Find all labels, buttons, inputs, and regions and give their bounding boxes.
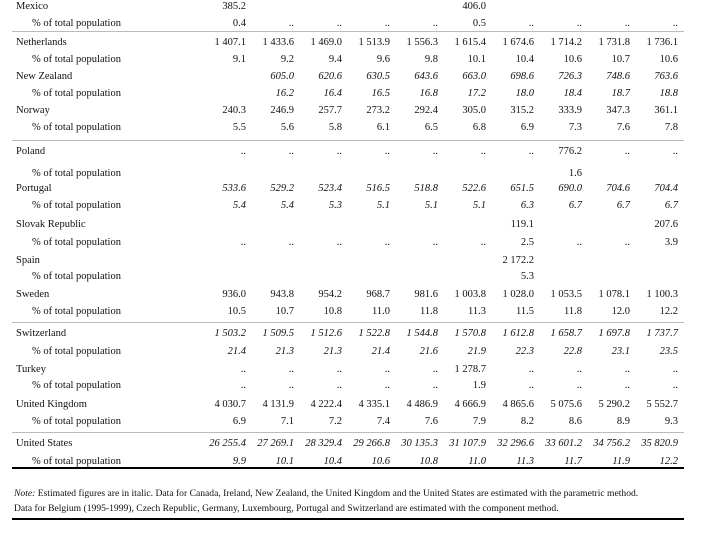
table-cell: 21.3 <box>323 346 342 357</box>
table-cell: .. <box>432 237 438 248</box>
table-cell: 28 329.4 <box>305 438 342 449</box>
table-cell: 21.4 <box>371 346 390 357</box>
table-cell: 1 469.0 <box>310 37 342 48</box>
table-cell: 954.2 <box>318 289 342 300</box>
table-cell: 523.4 <box>318 183 342 194</box>
table-cell: 943.8 <box>270 289 294 300</box>
table-cell: 7.9 <box>472 416 486 427</box>
table-cell: 4 030.7 <box>214 399 246 410</box>
table-cell: 22.3 <box>515 346 534 357</box>
table-cell: 35 820.9 <box>641 438 678 449</box>
table-cell: 776.2 <box>558 146 582 157</box>
table-cell: 981.6 <box>414 289 438 300</box>
table-cell: 9.8 <box>424 54 438 65</box>
table-cell: 5 290.2 <box>598 399 630 410</box>
table-cell: 10.8 <box>323 306 342 317</box>
table-cell: 6.7 <box>568 200 582 211</box>
table-cell: 5 552.7 <box>646 399 678 410</box>
table-cell: 16.4 <box>323 88 342 99</box>
table-cell: .. <box>240 380 246 391</box>
table-cell: 11.3 <box>516 456 534 467</box>
table-cell: 32 296.6 <box>497 438 534 449</box>
row-label-country: Turkey <box>16 364 46 375</box>
row-label-country: Portugal <box>16 183 52 194</box>
row-label-share: % of total population <box>32 306 121 317</box>
note-line-1: Estimated figures are in italic. Data for Canada, Ireland, New Zealand, the United Kingdom and the United States are estimated with the parametric method. <box>37 488 639 499</box>
table-cell: 10.4 <box>323 456 342 467</box>
table-cell: .. <box>624 18 630 29</box>
table-cell: 29 266.8 <box>353 438 390 449</box>
table-cell: 748.6 <box>606 71 630 82</box>
table-cell: 119.1 <box>510 219 534 230</box>
row-label-share: % of total population <box>32 54 121 65</box>
table-cell: 1 003.8 <box>454 289 486 300</box>
table-cell: 16.5 <box>371 88 390 99</box>
table-note-2 <box>14 501 682 516</box>
table-cell: 315.2 <box>510 105 534 116</box>
table-cell: 1 736.1 <box>646 37 678 48</box>
table-cell: 6.3 <box>520 200 534 211</box>
table-cell: 1 737.7 <box>646 328 678 339</box>
table-cell: .. <box>240 237 246 248</box>
table-cell: .. <box>672 380 678 391</box>
table-cell: 12.2 <box>659 456 678 467</box>
table-cell: 16.2 <box>275 88 294 99</box>
row-label-share: % of total population <box>32 88 121 99</box>
table-cell: 21.6 <box>419 346 438 357</box>
table-cell: 5.1 <box>376 200 390 211</box>
table-cell: 726.3 <box>558 71 582 82</box>
table-cell: 6.8 <box>472 122 486 133</box>
table-cell: 10.8 <box>419 456 438 467</box>
table-cell: .. <box>672 18 678 29</box>
row-label-country: Spain <box>16 255 40 266</box>
table-cell: 1 714.2 <box>550 37 582 48</box>
table-cell: 1.9 <box>472 380 486 391</box>
table-cell: .. <box>336 146 342 157</box>
table-cell: 1 433.6 <box>262 37 294 48</box>
table-cell: 10.7 <box>275 306 294 317</box>
table-cell: 18.7 <box>611 88 630 99</box>
table-cell: .. <box>624 364 630 375</box>
table-cell: .. <box>288 380 294 391</box>
table-cell: 10.7 <box>611 54 630 65</box>
table-cell: 10.4 <box>515 54 534 65</box>
table-cell: 1.6 <box>568 168 582 179</box>
table-cell: 763.6 <box>654 71 678 82</box>
table-cell: 207.6 <box>654 219 678 230</box>
table-cell: 292.4 <box>414 105 438 116</box>
table-cell: 698.6 <box>510 71 534 82</box>
table-cell: .. <box>528 380 534 391</box>
table-cell: 385.2 <box>222 1 246 12</box>
table-cell: .. <box>384 18 390 29</box>
table-cell: 5.1 <box>424 200 438 211</box>
table-cell: 1 513.9 <box>358 37 390 48</box>
table-cell: 6.7 <box>616 200 630 211</box>
row-label-share: % of total population <box>32 380 121 391</box>
table-cell: .. <box>624 237 630 248</box>
table-cell: 12.0 <box>611 306 630 317</box>
table-cell: 8.9 <box>616 416 630 427</box>
table-cell: 1 658.7 <box>550 328 582 339</box>
table-cell: .. <box>384 364 390 375</box>
table-cell: 11.0 <box>372 306 390 317</box>
table-cell: 5.4 <box>280 200 294 211</box>
table-cell: 21.3 <box>275 346 294 357</box>
table-cell: .. <box>288 146 294 157</box>
table-cell: .. <box>528 18 534 29</box>
table-cell: 4 131.9 <box>262 399 294 410</box>
table-cell: 4 865.6 <box>502 399 534 410</box>
table-cell: 522.6 <box>462 183 486 194</box>
table-cell: 1 078.1 <box>598 289 630 300</box>
table-cell: 11.8 <box>420 306 438 317</box>
table-cell: 2.5 <box>520 237 534 248</box>
table-cell: 936.0 <box>222 289 246 300</box>
table-cell: 22.8 <box>563 346 582 357</box>
table-cell: .. <box>480 146 486 157</box>
table-cell: .. <box>384 237 390 248</box>
table-cell: .. <box>336 237 342 248</box>
row-label-share: % of total population <box>32 18 121 29</box>
table-cell: 17.2 <box>467 88 486 99</box>
table-cell: 5.1 <box>472 200 486 211</box>
table-cell: 11.8 <box>564 306 582 317</box>
table-cell: 968.7 <box>366 289 390 300</box>
table-cell: 7.4 <box>376 416 390 427</box>
table-cell: 11.9 <box>612 456 630 467</box>
table-cell: 240.3 <box>222 105 246 116</box>
table-cell: 651.5 <box>510 183 534 194</box>
table-cell: .. <box>288 237 294 248</box>
table-cell: 7.6 <box>424 416 438 427</box>
table-cell: .. <box>576 364 582 375</box>
table-cell: 2 172.2 <box>502 255 534 266</box>
table-cell: 1 509.5 <box>262 328 294 339</box>
row-separator <box>12 322 684 323</box>
table-cell: 11.0 <box>468 456 486 467</box>
table-cell: 0.5 <box>472 18 486 29</box>
table-cell: .. <box>384 380 390 391</box>
table-cell: 6.5 <box>424 122 438 133</box>
row-label-share: % of total population <box>32 456 121 467</box>
table-cell: .. <box>624 146 630 157</box>
table-cell: 18.8 <box>659 88 678 99</box>
table-cell: 10.6 <box>659 54 678 65</box>
table-cell: 5.3 <box>328 200 342 211</box>
table-cell: 10.5 <box>227 306 246 317</box>
table-cell: .. <box>480 237 486 248</box>
table-cell: 643.6 <box>414 71 438 82</box>
table-cell: 6.9 <box>520 122 534 133</box>
table-cell: 16.8 <box>419 88 438 99</box>
table-cell: 0.4 <box>232 18 246 29</box>
row-label-country: Norway <box>16 105 50 116</box>
table-cell: 33 601.2 <box>545 438 582 449</box>
table-cell: 4 335.1 <box>358 399 390 410</box>
row-label-share: % of total population <box>32 416 121 427</box>
table-cell: 10.1 <box>275 456 294 467</box>
table-cell: 4 486.9 <box>406 399 438 410</box>
table-cell: 18.0 <box>515 88 534 99</box>
table-cell: .. <box>288 364 294 375</box>
table-cell: 12.2 <box>659 306 678 317</box>
table-cell: 5.4 <box>232 200 246 211</box>
table-cell: 7.6 <box>616 122 630 133</box>
table-cell: 4 666.9 <box>454 399 486 410</box>
table-cell: .. <box>528 146 534 157</box>
note-bottom-rule <box>12 518 684 520</box>
table-cell: 8.2 <box>520 416 534 427</box>
note-prefix: Note: <box>14 488 36 499</box>
table-cell: 21.9 <box>467 346 486 357</box>
table-cell: 620.6 <box>318 71 342 82</box>
table-cell: 1 278.7 <box>454 364 486 375</box>
table-cell: .. <box>576 18 582 29</box>
table-cell: .. <box>432 18 438 29</box>
row-separator <box>12 31 684 32</box>
table-cell: .. <box>240 364 246 375</box>
table-cell: 5.5 <box>232 122 246 133</box>
row-label-country: New Zealand <box>16 71 73 82</box>
table-cell: 3.9 <box>664 237 678 248</box>
table-cell: 1 053.5 <box>550 289 582 300</box>
table-cell: 333.9 <box>558 105 582 116</box>
row-label-share: % of total population <box>32 168 121 179</box>
note-line-2: Data for Belgium (1995-1999), Czech Republic, Germany, Luxembourg, Portugal and Switzerland are estimated with the component method. <box>14 503 559 514</box>
table-cell: 23.1 <box>611 346 630 357</box>
row-label-share: % of total population <box>32 271 121 282</box>
table-cell: 31 107.9 <box>449 438 486 449</box>
table-cell: .. <box>576 380 582 391</box>
table-cell: 305.0 <box>462 105 486 116</box>
row-label-share: % of total population <box>32 346 121 357</box>
table-cell: 11.7 <box>564 456 582 467</box>
table-cell: 1 570.8 <box>454 328 486 339</box>
row-label-country: United Kingdom <box>16 399 87 410</box>
table-cell: 518.8 <box>414 183 438 194</box>
row-label-country: United States <box>16 438 73 449</box>
table-cell: 10.6 <box>371 456 390 467</box>
table-cell: .. <box>336 380 342 391</box>
table-cell: 1 028.0 <box>502 289 534 300</box>
table-cell: 9.6 <box>376 54 390 65</box>
table-cell: 7.8 <box>664 122 678 133</box>
table-cell: 273.2 <box>366 105 390 116</box>
row-label-share: % of total population <box>32 122 121 133</box>
table-cell: 1 674.6 <box>502 37 534 48</box>
table-cell: 9.9 <box>232 456 246 467</box>
table-cell: 5.8 <box>328 122 342 133</box>
table-cell: 6.7 <box>664 200 678 211</box>
table-cell: 11.5 <box>516 306 534 317</box>
table-cell: 7.1 <box>280 416 294 427</box>
table-cell: .. <box>576 237 582 248</box>
table-cell: 9.3 <box>664 416 678 427</box>
table-cell: 34 756.2 <box>593 438 630 449</box>
table-cell: 8.6 <box>568 416 582 427</box>
table-cell: 533.6 <box>222 183 246 194</box>
table-bottom-rule <box>12 467 684 469</box>
table-cell: 246.9 <box>270 105 294 116</box>
row-separator <box>12 432 684 433</box>
table-cell: .. <box>432 380 438 391</box>
table-cell: 5.3 <box>520 271 534 282</box>
table-cell: .. <box>240 146 246 157</box>
table-cell: 30 135.3 <box>401 438 438 449</box>
table-cell: 21.4 <box>227 346 246 357</box>
table-cell: 5 075.6 <box>550 399 582 410</box>
table-cell: .. <box>672 146 678 157</box>
table-cell: 4 222.4 <box>310 399 342 410</box>
table-cell: .. <box>432 146 438 157</box>
table-cell: .. <box>336 364 342 375</box>
table-cell: .. <box>624 380 630 391</box>
table-cell: 9.2 <box>280 54 294 65</box>
table-cell: 704.4 <box>654 183 678 194</box>
table-cell: 6.9 <box>232 416 246 427</box>
table-cell: .. <box>336 18 342 29</box>
row-label-country: Poland <box>16 146 46 157</box>
table-cell: 1 556.3 <box>406 37 438 48</box>
table-cell: 1 100.3 <box>646 289 678 300</box>
table-cell: 5.6 <box>280 122 294 133</box>
table-cell: 18.4 <box>563 88 582 99</box>
table-cell: 1 407.1 <box>214 37 246 48</box>
table-cell: 7.3 <box>568 122 582 133</box>
table-cell: 690.0 <box>558 183 582 194</box>
table-cell: 10.6 <box>563 54 582 65</box>
row-label-country: Switzerland <box>16 328 67 339</box>
table-cell: 406.0 <box>462 1 486 12</box>
row-label-country: Netherlands <box>16 37 67 48</box>
table-cell: 6.1 <box>376 122 390 133</box>
row-label-share: % of total population <box>32 237 121 248</box>
table-cell: 1 544.8 <box>406 328 438 339</box>
table-cell: 1 503.2 <box>214 328 246 339</box>
table-cell: 663.0 <box>462 71 486 82</box>
table-cell: 1 512.6 <box>310 328 342 339</box>
table-cell: 704.6 <box>606 183 630 194</box>
table-cell: 1 612.8 <box>502 328 534 339</box>
table-cell: 257.7 <box>318 105 342 116</box>
table-cell: 361.1 <box>654 105 678 116</box>
row-label-country: Sweden <box>16 289 50 300</box>
table-cell: 7.2 <box>328 416 342 427</box>
table-cell: 9.4 <box>328 54 342 65</box>
table-cell: 1 522.8 <box>358 328 390 339</box>
table-cell: 10.1 <box>467 54 486 65</box>
row-label-share: % of total population <box>32 200 121 211</box>
row-separator <box>12 140 684 141</box>
table-cell: 27 269.1 <box>257 438 294 449</box>
table-cell: 605.0 <box>270 71 294 82</box>
table-cell: .. <box>432 364 438 375</box>
table-cell: 1 615.4 <box>454 37 486 48</box>
row-label-country: Slovak Republic <box>16 219 86 230</box>
row-label-country: Mexico <box>16 1 49 12</box>
table-cell: 11.3 <box>468 306 486 317</box>
table-cell: 1 731.8 <box>598 37 630 48</box>
table-cell: 529.2 <box>270 183 294 194</box>
table-cell: 347.3 <box>606 105 630 116</box>
table-cell: .. <box>672 364 678 375</box>
table-cell: 9.1 <box>232 54 246 65</box>
table-cell: 1 697.8 <box>598 328 630 339</box>
table-cell: 630.5 <box>366 71 390 82</box>
table-cell: 516.5 <box>366 183 390 194</box>
table-note <box>14 486 682 501</box>
table-cell: .. <box>528 364 534 375</box>
table-cell: .. <box>384 146 390 157</box>
table-cell: 23.5 <box>659 346 678 357</box>
table-cell: .. <box>288 18 294 29</box>
table-cell: 26 255.4 <box>209 438 246 449</box>
